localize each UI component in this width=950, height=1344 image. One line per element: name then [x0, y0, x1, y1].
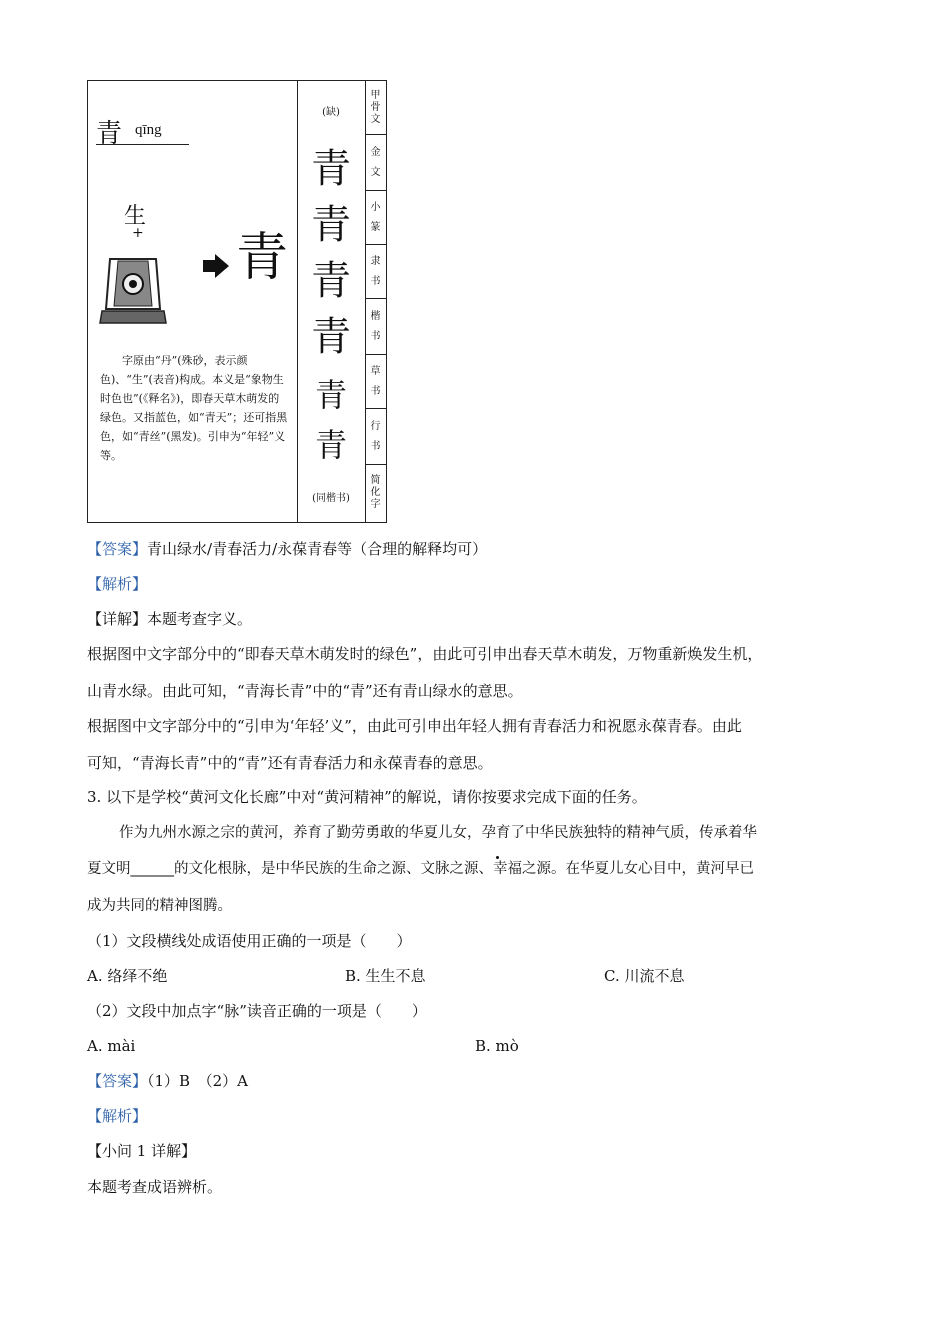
label-caoshu: 草 书 [365, 355, 386, 409]
q3-sub1-option-a: A. 络绎不绝 [87, 967, 168, 985]
label-lishu: 隶 书 [365, 245, 386, 299]
q3-small-question-text: 本题考查成语辨析。 [87, 1178, 223, 1196]
glyph-xiaozhuan: 青 [311, 202, 351, 248]
q3-sub2-option-b: B. mò [475, 1037, 519, 1055]
q3-passage-line3: 成为共同的精神图腾。 [87, 898, 232, 914]
plus-sign-icon: + [132, 225, 144, 241]
label-jianhuazi: 简 化 字 [370, 475, 381, 510]
q2-para1-line2: 山青水绿。由此可知，“青海长青”中的“青”还有青山绿水的意思。 [87, 682, 523, 700]
same-as-kaishu-note: (同楷书) [312, 493, 350, 504]
figure-left-panel [88, 81, 298, 522]
label-xiaozhuan: 小 篆 [365, 191, 386, 245]
q3-answer-tag: 【答案】 [87, 1072, 148, 1090]
q3-sub2-option-a: A. mài [87, 1037, 136, 1055]
q2-answer-text: 青山绿水/青春活力/永葆青春等（合理的解释均可） [147, 540, 488, 558]
q2-para2-line1: 根据图中文字部分中的“引申为‘年轻’义”，由此可引申出年轻人拥有青春活力和祝愿永葆青春。由此 [87, 717, 742, 735]
q3-passage-line1: 作为九州水源之宗的黄河，养育了勤劳勇敢的华夏儿女，孕育了中华民族独特的精神气质，传承着华 [119, 825, 757, 841]
glyph-xingshu: 青 [314, 426, 347, 464]
q2-answer-tag: 【答案】 [87, 540, 148, 558]
origin-sheng-glyph: 生 [124, 204, 147, 229]
missing-note: (缺) [322, 107, 340, 118]
q3-sub1-option-c: C. 川流不息 [604, 967, 685, 985]
q2-answer-line [87, 538, 487, 560]
figure-head-underline [96, 144, 189, 145]
label-xingshu: 行 书 [365, 409, 386, 465]
label-jinwen: 金 文 [365, 135, 386, 191]
q3-answer-text: （1）B （2）A [147, 1072, 248, 1090]
label-kaishu: 楷 书 [365, 299, 386, 355]
glyph-caoshu: 青 [314, 376, 347, 414]
q2-detail-text: 本题考查字义。 [147, 610, 253, 628]
glyph-lishu: 青 [311, 258, 351, 304]
emphasis-dot-mai [496, 856, 499, 859]
q3-sub2: （2）文段中加点字“脉”读音正确的一项是（ ） [87, 1002, 427, 1020]
q3-answer-line [87, 1070, 248, 1092]
character-evolution-figure [87, 80, 387, 523]
q3-passage-line2: 夏文明______的文化根脉，是中华民族的生命之源、文脉之源、幸福之源。在华夏儿女心目中，黄河早已 [87, 861, 754, 877]
q3-sub1: （1）文段横线处成语使用正确的一项是（ ） [87, 932, 412, 950]
label-jiaguwen: 甲 骨 文 [365, 81, 386, 135]
arrow-right-icon [201, 253, 231, 279]
figure-head-character: 青 [96, 119, 123, 149]
result-qing-glyph: 青 [236, 228, 289, 288]
figure-script-labels [365, 81, 386, 522]
q2-analysis-tag: 【解析】 [87, 575, 148, 593]
q3-stem: 3. 以下是学校“黄河文化长廊”中对“黄河精神”的解说，请你按要求完成下面的任务。 [87, 788, 647, 806]
q2-para1-line1: 根据图中文字部分中的“即春天草木萌发时的绿色”，由此可引申出春天草木萌发，万物重新焕发生机， [87, 645, 763, 663]
q2-detail-tag: 【详解】 [87, 610, 148, 628]
glyph-kaishu: 青 [311, 314, 351, 360]
figure-pinyin: qīng [135, 122, 162, 138]
q3-sub1-option-b: B. 生生不息 [345, 967, 426, 985]
figure-description: 字原由“丹”(殊砂，表示颜色)、“生”(表音)构成。本义是“象物生时色也”(《释名》)，即春天草木萌发的绿色。又指蓝色，如“青天”；还可指黑色，如“青丝”(黑发)。引申为“年轻”义等。 [100, 354, 288, 462]
glyph-jinwen: 青 [311, 146, 351, 192]
dan-pictograph-icon [98, 251, 168, 326]
q2-detail-line [87, 608, 252, 630]
q3-small-question-tag: 【小问 1 详解】 [87, 1142, 197, 1160]
q3-analysis-tag: 【解析】 [87, 1107, 148, 1125]
q2-para2-line2: 可知，“青海长青”中的“青”还有青春活力和永葆青春的意思。 [87, 754, 493, 772]
figure-glyph-column [297, 81, 366, 522]
